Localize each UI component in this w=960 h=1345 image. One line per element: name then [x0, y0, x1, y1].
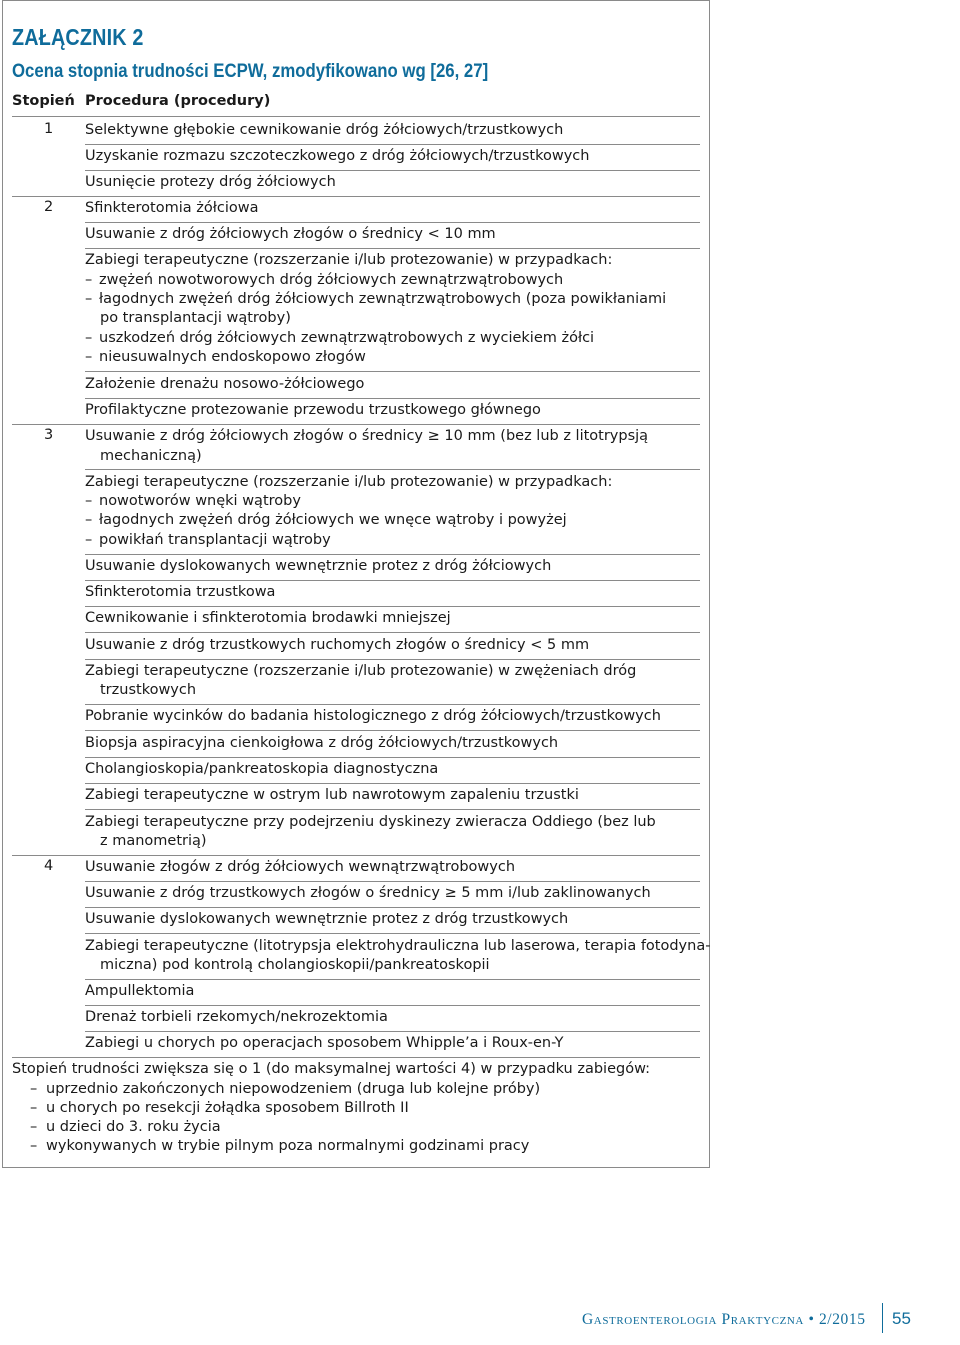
row-divider — [85, 170, 700, 171]
procedure-row: Usuwanie dyslokowanych wewnętrznie protez z dróg trzustkowych — [85, 911, 569, 927]
row-divider — [85, 730, 700, 731]
dash-marker: – — [30, 1119, 38, 1135]
row-divider — [85, 632, 700, 633]
row-divider — [85, 881, 700, 882]
procedure-subitem — [85, 511, 567, 530]
procedure-row: Ampullektomia — [85, 983, 195, 999]
level-divider — [12, 196, 700, 197]
row-divider — [85, 809, 700, 810]
procedure-subitem — [85, 531, 331, 550]
row-divider — [85, 606, 700, 607]
dash-marker: – — [85, 512, 93, 528]
row-divider — [85, 371, 700, 372]
procedure-row: Cewnikowanie i sfinkterotomia brodawki mniejszej — [85, 610, 451, 626]
column-header-procedure: Procedura (procedury) — [85, 93, 271, 109]
procedure-row: Usuwanie złogów z dróg żółciowych wewnątrzwątrobowych — [85, 859, 516, 875]
dash-marker: – — [30, 1081, 38, 1097]
procedure-row: Usuwanie z dróg trzustkowych złogów o średnicy ≥ 5 mm i/lub zaklinowanych — [85, 885, 651, 901]
dash-marker: – — [30, 1100, 38, 1116]
procedure-row-continued: trzustkowych — [100, 682, 197, 698]
procedure-row: Drenaż torbieli rzekomych/nekrozektomia — [85, 1009, 388, 1025]
procedure-row: Usuwanie dyslokowanych wewnętrznie protez z dróg żółciowych — [85, 558, 552, 574]
dash-marker: – — [85, 272, 93, 288]
table-bottom-divider — [12, 1057, 700, 1058]
subitem-text: nowotworów wnęki wątroby — [99, 493, 301, 509]
procedure-row: Biopsja aspiracyjna cienkoigłowa z dróg żółciowych/trzustkowych — [85, 735, 559, 751]
procedure-subitem — [85, 348, 366, 367]
row-divider — [85, 222, 700, 223]
level-3: 3 — [44, 427, 54, 443]
journal-name: Gastroenterologia Praktyczna • 2/2015 — [582, 1311, 866, 1328]
procedure-row: Zabiegi terapeutyczne (litotrypsja elektrohydrauliczna lub laserowa, terapia fotodyna- — [85, 938, 711, 954]
row-divider — [85, 1031, 700, 1032]
row-divider — [85, 144, 700, 145]
row-divider — [85, 580, 700, 581]
level-1: 1 — [44, 121, 54, 137]
subitem-text: łagodnych zwężeń dróg żółciowych zewnątrzwątrobowych (poza powikłaniami — [99, 291, 667, 307]
procedure-row: Profilaktyczne protezowanie przewodu trzustkowego głównego — [85, 402, 541, 418]
annex-subtitle: Ocena stopnia trudności ECPW, zmodyfikowano wg [26, 27] — [12, 60, 489, 82]
note-item-text: u chorych po resekcji żołądka sposobem Billroth II — [46, 1100, 409, 1116]
procedure-row: Usunięcie protezy dróg żółciowych — [85, 174, 336, 190]
procedure-row: Selektywne głębokie cewnikowanie dróg żółciowych/trzustkowych — [85, 122, 564, 138]
row-divider — [85, 979, 700, 980]
subitem-text: zwężeń nowotworowych dróg żółciowych zewnątrzwątrobowych — [99, 272, 564, 288]
row-divider — [85, 659, 700, 660]
dash-marker: – — [85, 349, 93, 365]
note-item-text: uprzednio zakończonych niepowodzeniem (druga lub kolejne próby) — [46, 1081, 541, 1097]
procedure-row-continued: miczna) pod kontrolą cholangioskopii/pankreatoskopii — [100, 957, 490, 973]
procedure-row: Zabiegi terapeutyczne przy podejrzeniu dyskinezy zwieracza Oddiego (bez lub — [85, 814, 656, 830]
page-number: 55 — [892, 1309, 911, 1328]
procedure-row: Zabiegi terapeutyczne (rozszerzanie i/lub protezowanie) w przypadkach: — [85, 474, 613, 490]
row-divider — [85, 907, 700, 908]
subitem-text: powikłań transplantacji wątroby — [99, 532, 331, 548]
procedure-row: Sfinkterotomia trzustkowa — [85, 584, 276, 600]
procedure-row: Usuwanie z dróg żółciowych złogów o średnicy < 10 mm — [85, 226, 496, 242]
row-divider — [85, 783, 700, 784]
note-item-text: u dzieci do 3. roku życia — [46, 1119, 221, 1135]
procedure-row: Pobranie wycinków do badania histologicznego z dróg żółciowych/trzustkowych — [85, 708, 661, 724]
note-item — [30, 1099, 409, 1118]
procedure-row-continued: mechaniczną) — [100, 448, 202, 464]
row-divider — [85, 757, 700, 758]
dash-marker: – — [85, 291, 93, 307]
level-2: 2 — [44, 199, 54, 215]
dash-marker: – — [85, 532, 93, 548]
level-divider — [12, 424, 700, 425]
procedure-row: Zabiegi terapeutyczne (rozszerzanie i/lub protezowanie) w przypadkach: — [85, 252, 613, 268]
procedure-subitem — [85, 271, 563, 290]
procedure-row: Sfinkterotomia żółciowa — [85, 200, 259, 216]
procedure-row: Zabiegi u chorych po operacjach sposobem Whipple’a i Roux-en-Y — [85, 1035, 564, 1051]
row-divider — [85, 398, 700, 399]
procedure-row: Założenie drenażu nosowo-żółciowego — [85, 376, 365, 392]
procedure-row: Zabiegi terapeutyczne (rozszerzanie i/lub protezowanie) w zwężeniach dróg — [85, 663, 637, 679]
level-4: 4 — [44, 858, 54, 874]
procedure-subitem-continued: po transplantacji wątroby) — [100, 310, 291, 326]
procedure-row-continued: z manometrią) — [100, 833, 207, 849]
footer-divider — [882, 1303, 883, 1333]
row-divider — [85, 704, 700, 705]
procedure-row: Uzyskanie rozmazu szczoteczkowego z dróg żółciowych/trzustkowych — [85, 148, 590, 164]
annex-title: ZAŁĄCZNIK 2 — [12, 24, 144, 50]
procedure-row: Zabiegi terapeutyczne w ostrym lub nawrotowym zapaleniu trzustki — [85, 787, 579, 803]
row-divider — [85, 1005, 700, 1006]
subitem-text: łagodnych zwężeń dróg żółciowych we wnęce wątroby i powyżej — [99, 512, 567, 528]
procedure-row: Cholangioskopia/pankreatoskopia diagnostyczna — [85, 761, 439, 777]
note-item — [30, 1137, 529, 1156]
procedure-subitem — [85, 492, 301, 511]
procedure-row: Usuwanie z dróg trzustkowych ruchomych złogów o średnicy < 5 mm — [85, 637, 590, 653]
procedure-row: Usuwanie z dróg żółciowych złogów o średnicy ≥ 10 mm (bez lub z litotrypsją — [85, 428, 649, 444]
note-item — [30, 1080, 540, 1099]
subitem-text: nieusuwalnych endoskopowo złogów — [99, 349, 366, 365]
row-divider — [85, 469, 700, 470]
note-item-text: wykonywanych w trybie pilnym poza normalnymi godzinami pracy — [46, 1138, 530, 1154]
column-header-level: Stopień — [12, 93, 75, 109]
dash-marker: – — [85, 493, 93, 509]
dash-marker: – — [85, 330, 93, 346]
procedure-subitem — [85, 290, 666, 309]
note-intro: Stopień trudności zwiększa się o 1 (do maksymalnej wartości 4) w przypadku zabiegów: — [12, 1061, 651, 1077]
procedure-subitem — [85, 329, 594, 348]
row-divider — [85, 554, 700, 555]
row-divider — [85, 248, 700, 249]
row-divider — [85, 933, 700, 934]
dash-marker: – — [30, 1138, 38, 1154]
note-item — [30, 1118, 221, 1137]
header-divider — [12, 116, 700, 117]
subitem-text: uszkodzeń dróg żółciowych zewnątrzwątrobowych z wyciekiem żółci — [99, 330, 595, 346]
level-divider — [12, 855, 700, 856]
